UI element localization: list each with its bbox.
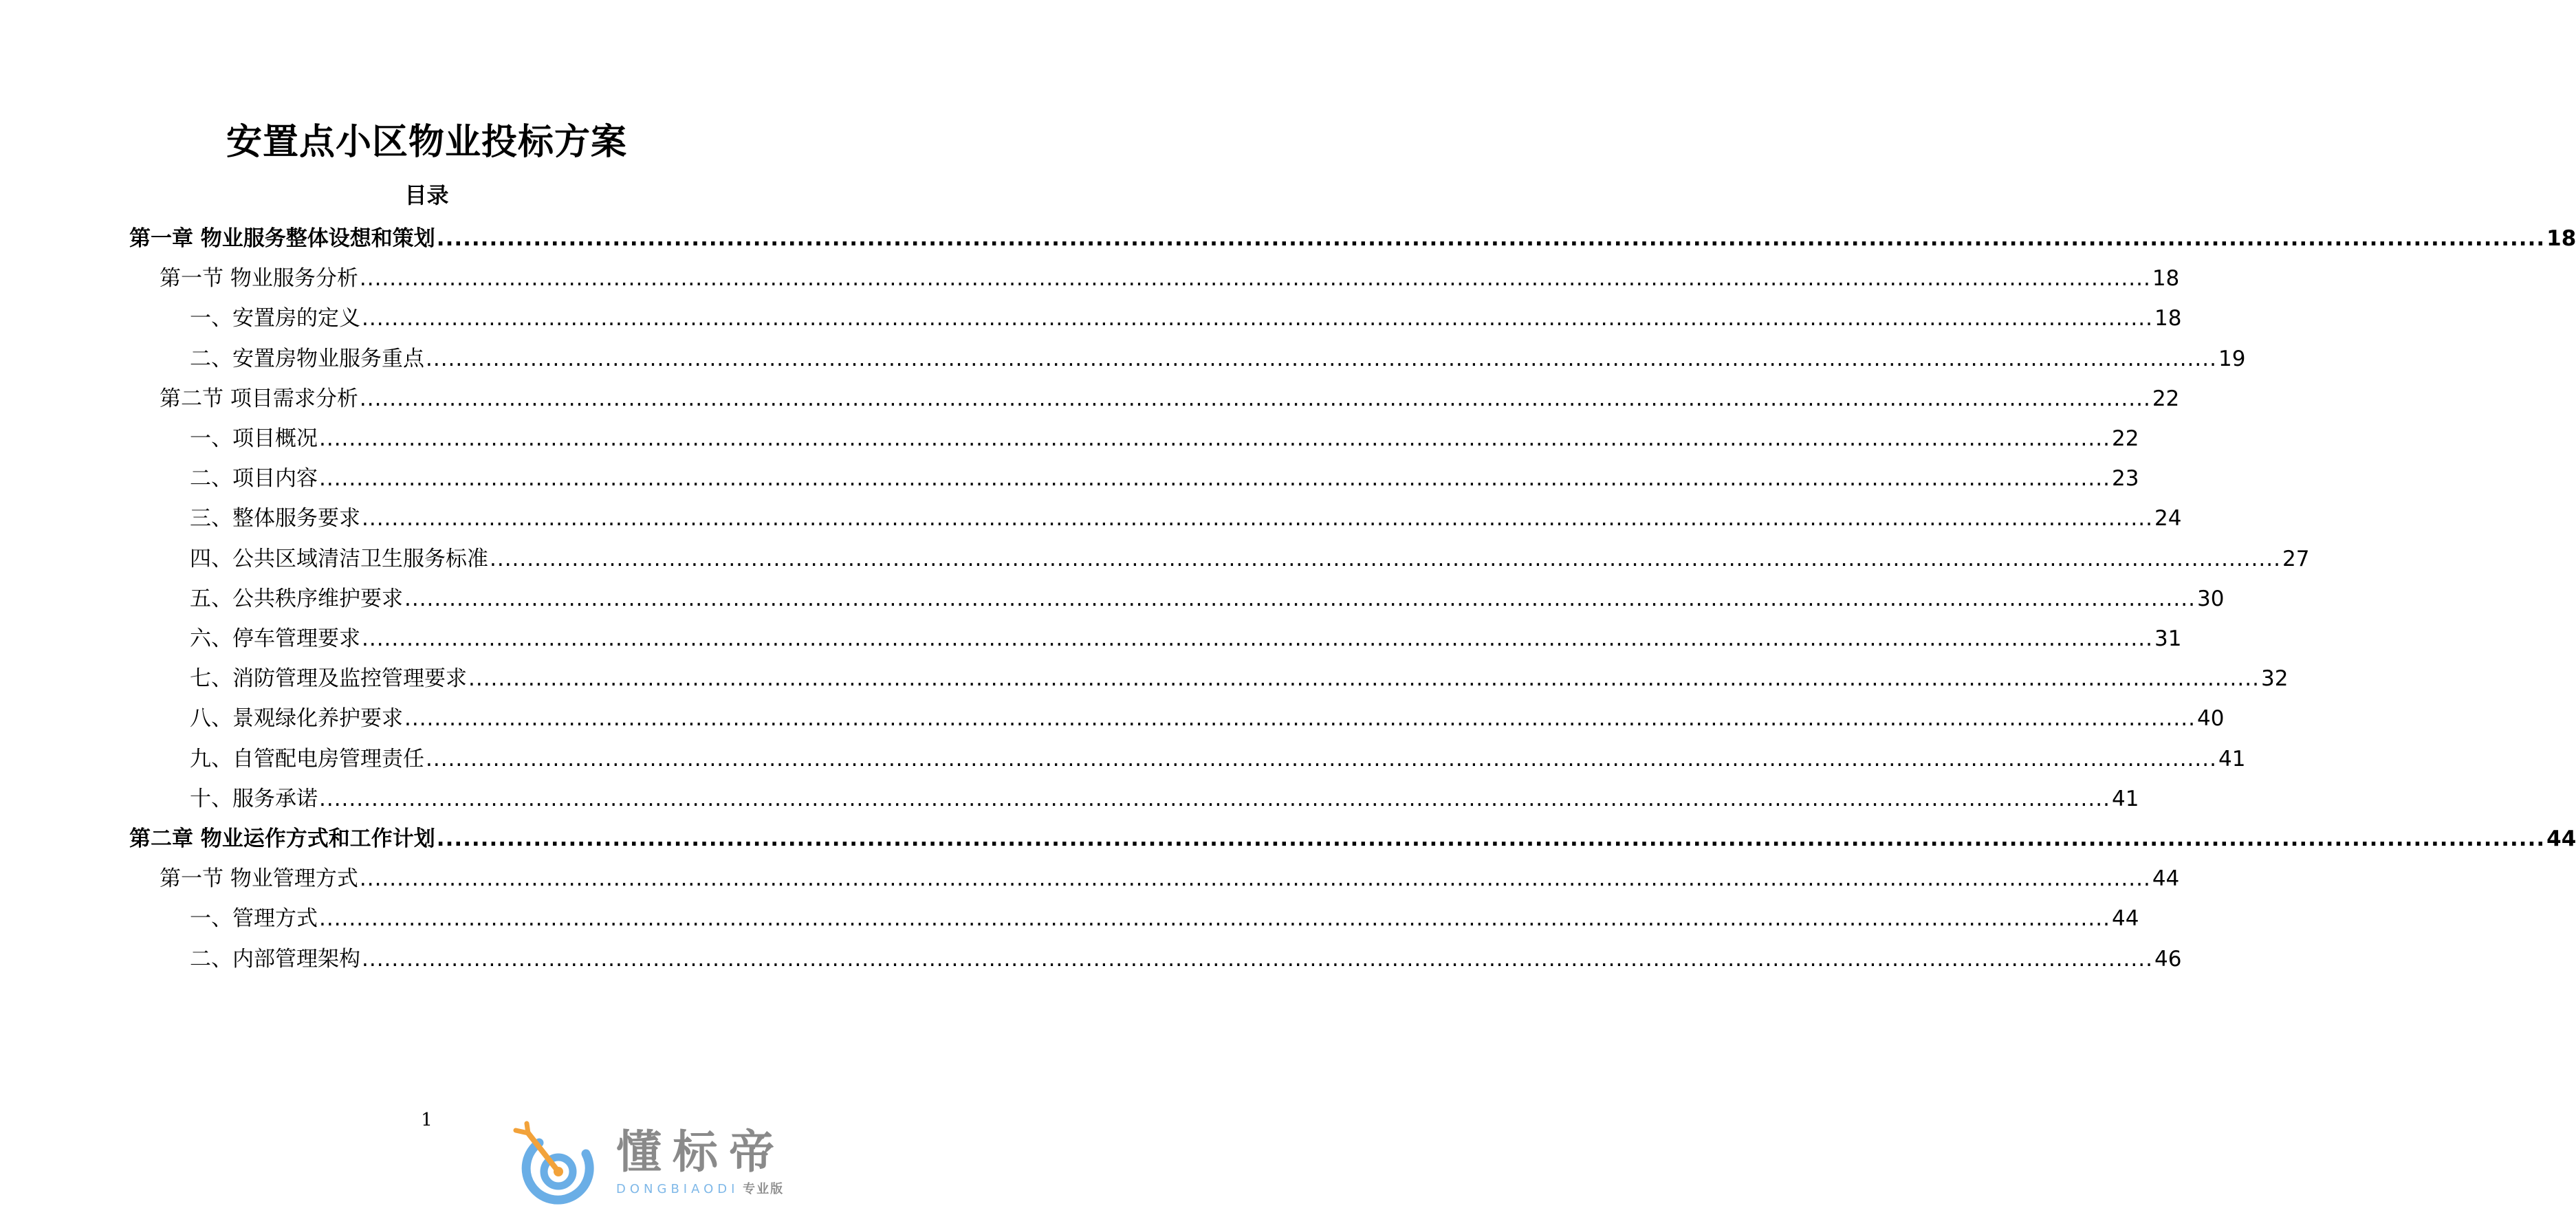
toc-heading: 目录 [404, 182, 449, 208]
toc-entry-page: 18 [2546, 226, 2576, 251]
toc-entry-title: 一、管理方式 [190, 906, 318, 931]
toc-entry-page: 44 [2152, 866, 2180, 891]
toc-entry-item[interactable] [190, 582, 2225, 616]
page-number: 1 [421, 1110, 433, 1130]
toc-entry-page: 23 [2111, 466, 2139, 491]
toc-dot-leader: ................................................................................................................................................................................................................................................ [362, 626, 2153, 651]
watermark-brand: 懂标帝 [616, 1126, 785, 1178]
toc-entry-page: 31 [2154, 626, 2182, 651]
toc-entry-page: 44 [2111, 906, 2139, 931]
toc-dot-leader: ................................................................................................................................................................................................................................................ [362, 306, 2153, 331]
toc-entry-page: 22 [2111, 426, 2139, 451]
toc-entry-title: 五、公共秩序维护要求 [190, 586, 403, 611]
toc-entry-page: 19 [2218, 347, 2246, 371]
toc-entry-page: 46 [2154, 947, 2182, 972]
toc-dot-leader: ................................................................................................................................................................................................................................................ [319, 906, 2110, 931]
watermark-latin: DONGBIAODI [616, 1182, 739, 1196]
toc-dot-leader: ................................................................................................................................................................................................................................................ [426, 747, 2217, 771]
toc-entry-item[interactable] [190, 301, 2182, 336]
watermark-subtitle [616, 1181, 784, 1198]
toc-entry-title: 八、景观绿化养护要求 [190, 706, 403, 731]
toc-entry-title: 三、整体服务要求 [190, 506, 360, 531]
toc-entry-page: 32 [2260, 666, 2289, 691]
toc-entry-page: 27 [2282, 547, 2310, 571]
watermark [512, 1122, 842, 1202]
toc-entry-title: 第二节 项目需求分析 [160, 386, 358, 411]
toc-entry-page: 44 [2546, 826, 2576, 851]
toc-entry-title: 六、停车管理要求 [190, 626, 360, 651]
toc-entry-title: 第一节 物业管理方式 [160, 866, 358, 891]
toc-entry-page: 18 [2154, 306, 2182, 331]
toc-entry-item[interactable] [190, 661, 2289, 696]
toc-entry-page: 24 [2154, 506, 2182, 531]
toc-dot-leader: ................................................................................................................................................................................................................................................ [436, 226, 2546, 251]
toc-entry-title: 第一章 物业服务整体设想和策划 [129, 226, 435, 251]
toc-dot-leader: ................................................................................................................................................................................................................................................ [362, 506, 2153, 531]
toc-entry-title: 十、服务承诺 [190, 787, 318, 811]
toc-dot-leader: ................................................................................................................................................................................................................................................ [436, 826, 2546, 851]
toc-entry-item[interactable] [190, 701, 2225, 736]
toc-dot-leader: ................................................................................................................................................................................................................................................ [319, 426, 2110, 451]
toc-dot-leader: ................................................................................................................................................................................................................................................ [362, 947, 2153, 972]
toc-entry-section[interactable] [160, 382, 2180, 416]
toc-entry-item[interactable] [190, 461, 2139, 496]
document-title: 安置点小区物业投标方案 [226, 122, 627, 163]
toc-entry-section[interactable] [160, 261, 2180, 296]
toc-entry-item[interactable] [190, 901, 2139, 936]
toc-dot-leader: ................................................................................................................................................................................................................................................ [359, 386, 2151, 411]
toc-entry-page: 41 [2111, 787, 2139, 811]
toc-entry-page: 40 [2196, 706, 2225, 731]
toc-dot-leader: ................................................................................................................................................................................................................................................ [404, 706, 2196, 731]
toc-entry-title: 二、内部管理架构 [190, 947, 360, 972]
toc-dot-leader: ................................................................................................................................................................................................................................................ [359, 266, 2151, 291]
toc-dot-leader: ................................................................................................................................................................................................................................................ [426, 347, 2217, 371]
toc-entry-title: 四、公共区域清洁卫生服务标准 [190, 547, 488, 571]
toc-entry-title: 九、自管配电房管理责任 [190, 747, 424, 771]
toc-entry-title: 一、项目概况 [190, 426, 318, 451]
toc-entry-item[interactable] [190, 782, 2139, 816]
watermark-tag: 专业版 [743, 1182, 785, 1196]
toc-dot-leader: ................................................................................................................................................................................................................................................ [319, 466, 2110, 491]
toc-entry-item[interactable] [190, 622, 2182, 656]
toc-entry-title: 七、消防管理及监控管理要求 [190, 666, 467, 691]
toc-entry-title: 第二章 物业运作方式和工作计划 [129, 826, 435, 851]
target-arrow-icon [512, 1122, 601, 1202]
toc-dot-leader: ................................................................................................................................................................................................................................................ [319, 787, 2110, 811]
toc-entry-title: 二、安置房物业服务重点 [190, 347, 424, 371]
toc-entry-title: 第一节 物业服务分析 [160, 266, 358, 291]
toc-entry-item[interactable] [190, 501, 2182, 536]
toc-entry-item[interactable] [190, 942, 2182, 976]
toc-dot-leader: ................................................................................................................................................................................................................................................ [490, 547, 2281, 571]
toc-entry-chapter[interactable] [129, 221, 2576, 256]
toc-entry-title: 二、项目内容 [190, 466, 318, 491]
toc-entry-title: 一、安置房的定义 [190, 306, 360, 331]
toc-entry-item[interactable] [190, 742, 2246, 776]
toc-entry-page: 22 [2152, 386, 2180, 411]
toc-entry-item[interactable] [190, 542, 2310, 576]
toc-dot-leader: ................................................................................................................................................................................................................................................ [468, 666, 2260, 691]
toc-entry-section[interactable] [160, 862, 2180, 896]
toc-entry-chapter[interactable] [129, 822, 2576, 856]
toc-entry-page: 30 [2196, 586, 2225, 611]
toc-dot-leader: ................................................................................................................................................................................................................................................ [404, 586, 2196, 611]
toc-dot-leader: ................................................................................................................................................................................................................................................ [359, 866, 2151, 891]
toc-entry-page: 18 [2152, 266, 2180, 291]
toc-entry-item[interactable] [190, 421, 2139, 456]
toc-entry-item[interactable] [190, 342, 2246, 376]
toc-entry-page: 41 [2218, 747, 2246, 771]
